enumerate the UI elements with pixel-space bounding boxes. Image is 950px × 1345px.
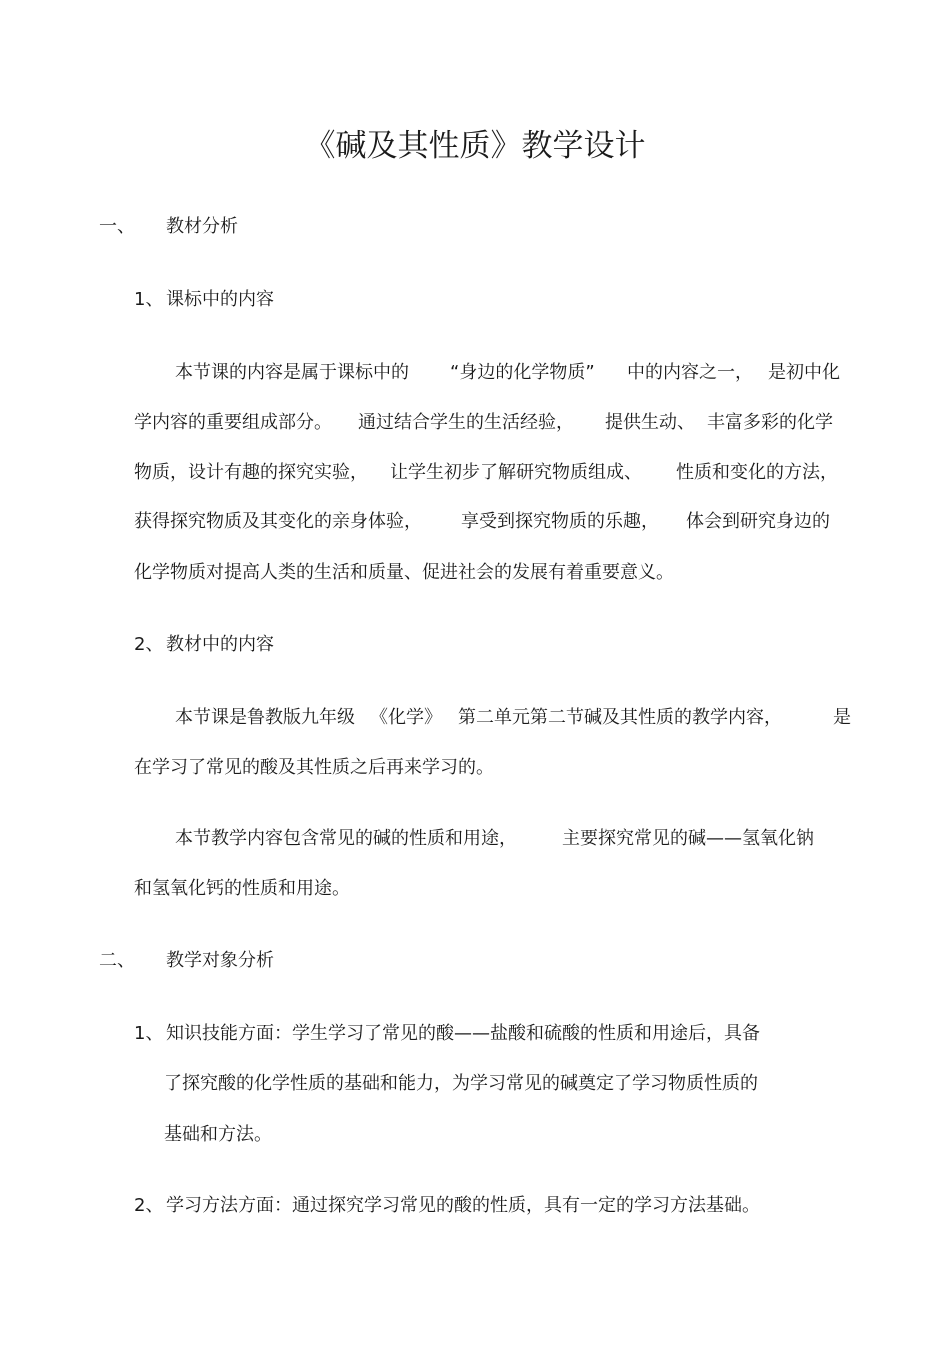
sub2-title: 教材中的内容	[166, 634, 274, 655]
text-segment: 丰富多彩的化学	[707, 412, 833, 433]
text-segment: 本节教学内容包含常见的碱的性质和用途，	[175, 828, 517, 849]
text-segment: 基础和方法。	[164, 1124, 272, 1145]
text-segment: 提供生动、	[605, 412, 695, 433]
text-segment: 主要探究常见的碱——氢氧化钠	[562, 828, 814, 849]
text-segment: 本节课是鲁教版九年级	[175, 707, 355, 728]
text-segment: 学内容的重要组成部分。	[134, 412, 332, 433]
text-segment: 和氢氧化钙的性质和用途。	[134, 878, 350, 899]
item2-number: 2、	[134, 1195, 164, 1216]
text-segment: 第二单元第二节碱及其性质的教学内容，	[458, 707, 782, 728]
sub1-number: 1、	[134, 289, 164, 310]
text-segment: 是初中化	[768, 362, 840, 383]
text-segment: 在学习了常见的酸及其性质之后再来学习的。	[134, 757, 494, 778]
text-segment: 了探究酸的化学性质的基础和能力，为学习常见的碱奠定了学习物质性质的	[164, 1073, 758, 1094]
item1-number: 1、	[134, 1023, 164, 1044]
text-segment: 让学生初步了解研究物质组成、	[390, 462, 642, 483]
sub1-title: 课标中的内容	[166, 289, 274, 310]
text-segment: 通过结合学生的生活经验，	[358, 412, 574, 433]
text-segment: 《化学》	[370, 707, 442, 728]
text-segment: 获得探究物质及其变化的亲身体验，	[134, 511, 422, 532]
text-segment: 享受到探究物质的乐趣，	[461, 511, 659, 532]
text-segment: 知识技能方面：学生学习了常见的酸——盐酸和硫酸的性质和用途后，具备	[166, 1023, 760, 1044]
sub2-number: 2、	[134, 634, 164, 655]
document-title: 《碱及其性质》教学设计	[304, 128, 646, 164]
section1-number: 一、	[99, 216, 135, 237]
text-segment: 性质和变化的方法，	[676, 462, 838, 483]
text-segment: 体会到研究身边的	[686, 511, 830, 532]
text-segment: 化学物质对提高人类的生活和质量、促进社会的发展有着重要意义。	[134, 562, 674, 583]
text-segment: 物质，设计有趣的探究实验，	[134, 462, 368, 483]
text-segment: 本节课的内容是属于课标中的	[175, 362, 409, 383]
text-segment: 是	[833, 707, 851, 728]
section2-number: 二、	[99, 950, 135, 971]
section2-title: 教学对象分析	[166, 950, 274, 971]
text-segment: 中的内容之一，	[627, 362, 753, 383]
section1-title: 教材分析	[166, 216, 238, 237]
text-segment: “身边的化学物质”	[450, 362, 595, 383]
text-segment: 学习方法方面：通过探究学习常见的酸的性质，具有一定的学习方法基础。	[166, 1195, 760, 1216]
